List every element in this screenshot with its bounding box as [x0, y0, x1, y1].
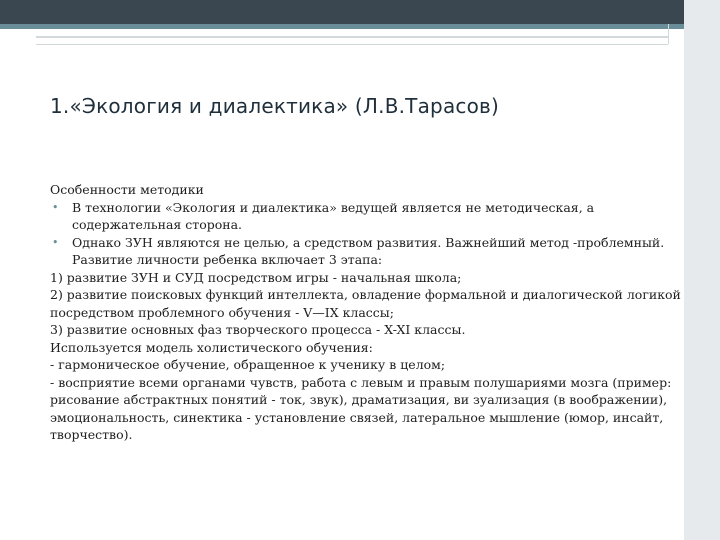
body-line: 2) развитие поисковых функций интеллекта, овладение формальной и диалогической логикой посредством проблемного обучения - V—IX классы;	[50, 287, 681, 320]
header-rule-top	[36, 36, 668, 38]
bullet-item	[50, 234, 690, 269]
bullet-text: В технологии «Экология и диалектика» ведущей является не методическая, а содержательная сторона.	[72, 199, 595, 232]
body-line: Используется модель холистического обучения:	[50, 339, 373, 355]
side-rule	[668, 24, 669, 44]
body-line: 3) развитие основных фаз творческого процесса - X-XI классы.	[50, 322, 466, 337]
slide-body	[50, 181, 690, 444]
bullet-item	[50, 199, 690, 234]
header-accent-band	[0, 24, 720, 29]
slide-title: 1.«Экология и диалектика» (Л.В.Тарасов)	[50, 94, 500, 118]
bullet-dot-icon: •	[52, 235, 59, 249]
body-line: - восприятие всеми органами чувств, работа с левым и правым полушариями мозга (пример: рисование абстрактных понятий - ток, звук), драматизация, ви зуализация (в воображении), эмоциональность, синектика - установление связей, латеральное мышление (юмор, инсайт, творчество).	[50, 374, 672, 442]
body-heading: Особенности методики	[50, 182, 204, 197]
header-dark-bar	[0, 0, 720, 24]
bullet-dot-icon: •	[52, 200, 59, 214]
body-line: 1) развитие ЗУН и СУД посредством игры - начальная школа;	[50, 269, 462, 285]
bullet-text: Однако ЗУН являются не целью, а средством развития. Важнейший метод -проблемный. Развитие личности ребенка включает 3 этапа:	[72, 234, 665, 267]
body-line: - гармоническое обучение, обращенное к ученику в целом;	[50, 357, 446, 372]
header-rule-bottom	[36, 44, 668, 45]
